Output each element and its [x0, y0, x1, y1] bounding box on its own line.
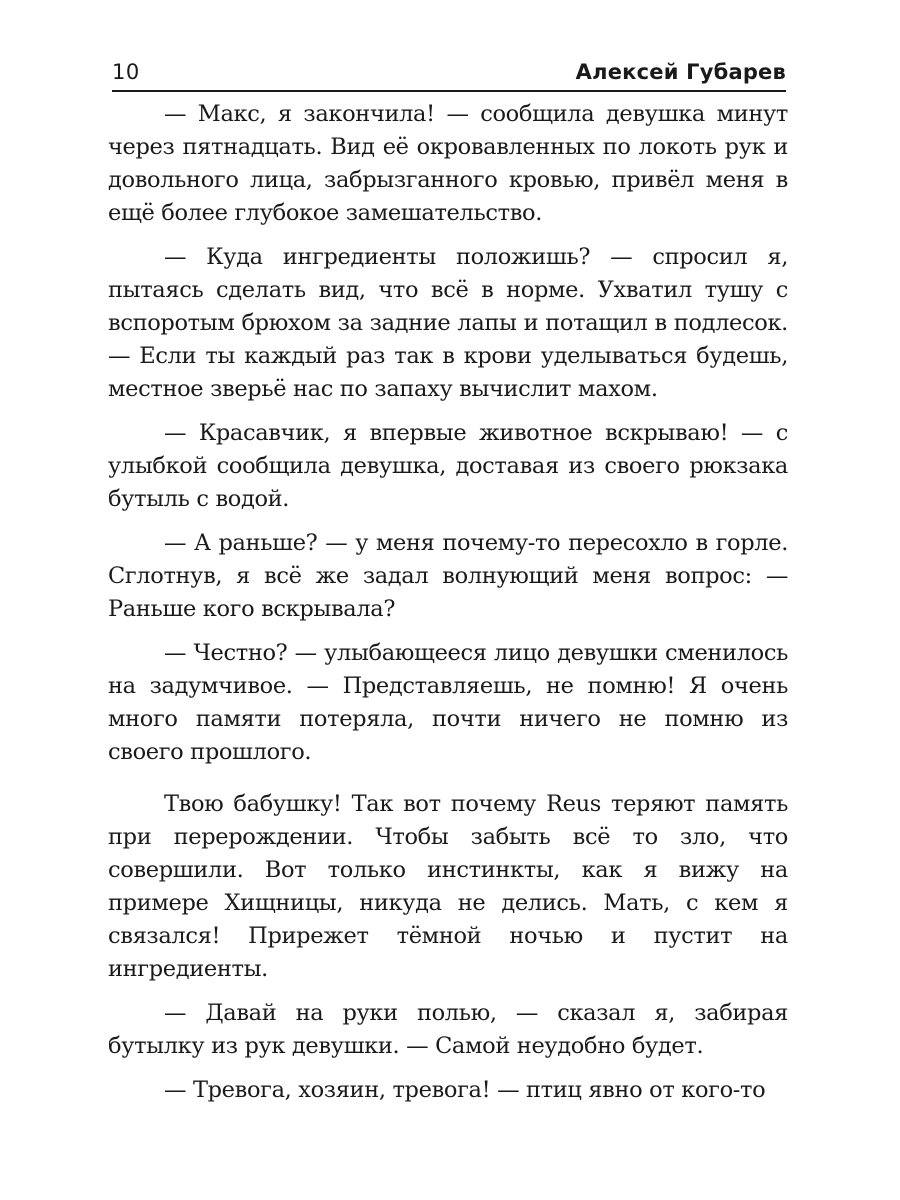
paragraph: — Красавчик, я впервые животное вскрываю! — с улыбкой сообщила девушка, доставая из своего рюкзака бутыль с водой.: [108, 420, 788, 512]
paragraph: — Тревога, хозяин, тревога! — птиц явно от кого-то: [164, 1077, 766, 1103]
paragraph: — Честно? — улыбающееся лицо девушки сменилось на задумчивое. — Представляешь, не помню! Я очень много памяти потеряла, почти ничего не помню из своего прошлого.: [108, 640, 788, 765]
page-header: [112, 56, 786, 92]
paragraph: — А раньше? — у меня почему-то пересохло в горле. Сглотнув, я всё же задал волнующий меня вопрос: — Раньше кого вскрывала?: [108, 530, 788, 622]
paragraph: Твою бабушку! Так вот почему Reus теряют память при перерождении. Чтобы забыть всё то зло, что совершили. Вот только инстинкты, как я вижу на примере Хищницы, никуда не делись. Мать, с кем я связался! Прирежет тёмной ночью и пустит на ингредиенты.: [108, 791, 788, 982]
paragraph: — Куда ингредиенты положишь? — спросил я, пытаясь сделать вид, что всё в норме. Ухватил тушу с вспоротым брюхом за задние лапы и потащил в подлесок. — Если ты каждый раз так в крови уделываться будешь, местное зверьё нас по запаху вычислит махом.: [108, 244, 788, 402]
paragraph: — Давай на руки полью, — сказал я, забирая бутылку из рук девушки. — Самой неудобно будет.: [108, 1000, 788, 1059]
paragraph: — Макс, я закончила! — сообщила девушка минут через пятнадцать. Вид её окровавленных по локоть рук и довольного лица, забрызганного кровью, привёл меня в ещё более глубокое замешательство.: [108, 101, 788, 226]
page-number: 10: [112, 60, 140, 84]
author-running-head: Алексей Губарев: [575, 60, 786, 84]
body-text: [108, 98, 788, 1118]
